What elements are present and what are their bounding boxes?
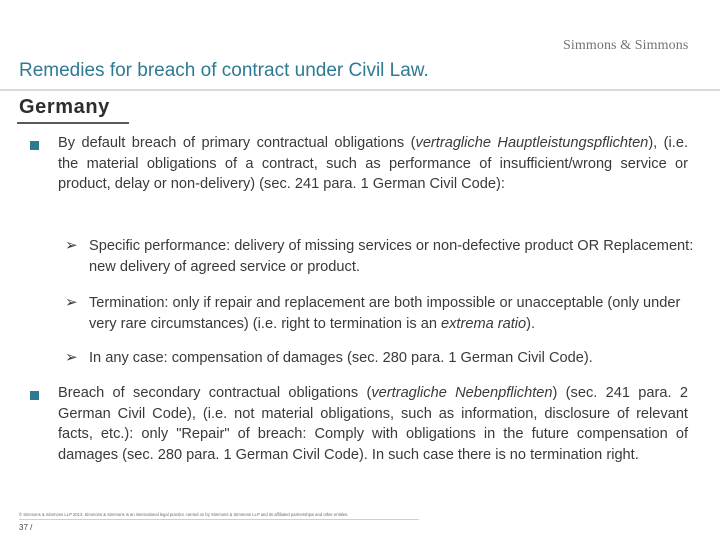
sub-item-text-end: ). <box>526 315 536 332</box>
bullet-secondary-obligations <box>58 383 688 465</box>
sub-item-text: Termination: only if repair and replacement are both impossible or unacceptable (only under very rare circumstances) (i.e. right to termination is an <box>89 295 681 332</box>
section-heading: Germany <box>19 96 110 118</box>
bullet-text: ) (sec. 241 para. 2 German Civil Code), (i.e. not material obligations, such as information, disclosure of relevant facts, etc.): only "Repair" of breach: Comply with obligations in the future compensation of damages (sec. 280 para. 1 German Civil Code). In such case there is no termination right. <box>58 385 688 463</box>
sub-item-compensation: In any case: compensation of damages (sec. 280 para. 1 German Civil Code). <box>89 350 593 366</box>
sub-item-termination <box>89 293 694 334</box>
title-divider <box>0 89 720 91</box>
bullet-italic-term: vertragliche Hauptleistungspflichten <box>415 135 649 151</box>
bullet-text: Breach of secondary contractual obligations ( <box>58 385 372 401</box>
arrow-bullet-icon: ➢ <box>65 237 78 254</box>
page-title: Remedies for breach of contract under Civil Law. <box>19 60 429 81</box>
page-number: 37 / <box>19 523 33 532</box>
bullet-square-icon <box>30 391 39 400</box>
footer-divider <box>19 519 419 520</box>
sub-item-italic: extrema ratio <box>441 315 527 332</box>
arrow-bullet-icon: ➢ <box>65 349 78 366</box>
footer-copyright: © Simmons & Simmons LLP 2013. Simmons & Simmons is an international legal practice carried on by Simmons & Simmons LLP and its affiliated partnerships and other entities. <box>19 512 349 517</box>
brand-logo: Simmons & Simmons <box>563 38 689 53</box>
bullet-primary-obligations <box>58 133 688 195</box>
arrow-bullet-icon: ➢ <box>65 294 78 311</box>
bullet-italic-term: vertragliche Nebenpflichten <box>371 385 553 401</box>
bullet-square-icon <box>30 141 39 150</box>
bullet-text: ), (i.e. the material obligations of a contract, such as performance of insufficient/wrong service or product, delay or non-delivery) (sec. 241 para. 1 German Civil Code): <box>58 135 689 192</box>
bullet-text: By default breach of primary contractual obligations ( <box>58 135 416 151</box>
sub-item-specific-performance: Specific performance: delivery of missing services or non-defective product OR Replacement: new delivery of agreed service or product. <box>89 238 694 275</box>
heading-underline <box>17 122 129 124</box>
